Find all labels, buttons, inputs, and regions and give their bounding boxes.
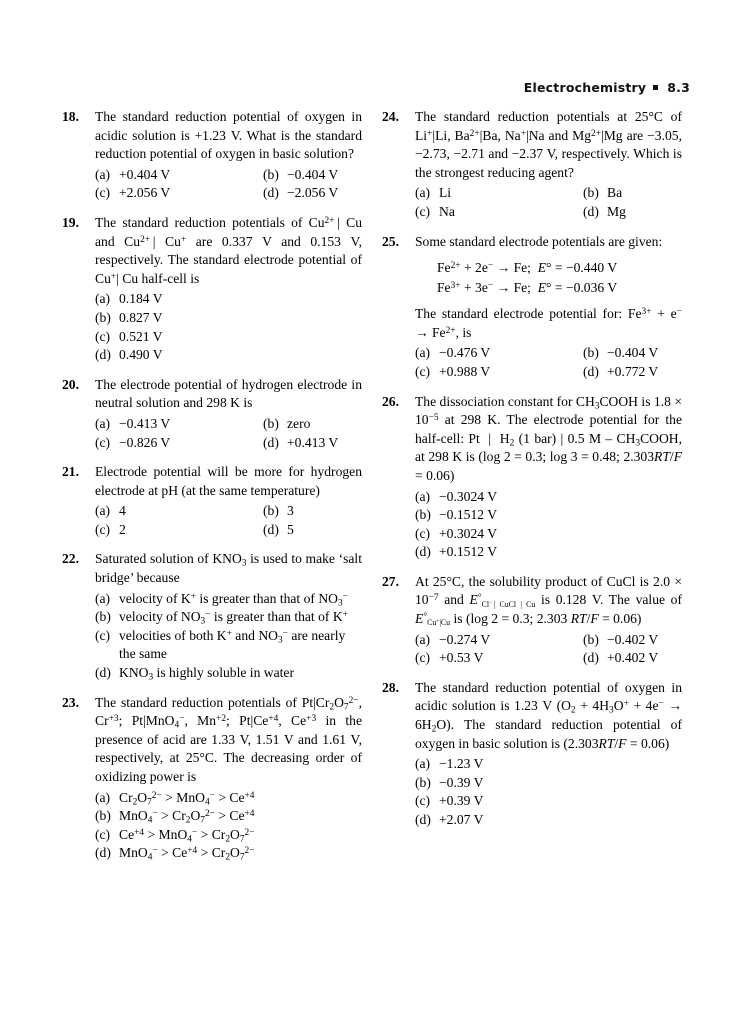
- option-d-q20[interactable]: [263, 434, 362, 453]
- option-label: (b): [583, 631, 599, 647]
- question-25: [382, 233, 682, 382]
- option-label: (a): [95, 415, 111, 431]
- option-text: −0.413 V: [119, 415, 171, 431]
- option-label: (c): [415, 793, 431, 809]
- equation-block: [415, 258, 682, 298]
- equation-line-1: $Fe^{2+} + 2e^- \to Fe$; E° = −0.440 V: [437, 260, 618, 276]
- option-text: Li: [439, 185, 452, 201]
- option-label: (a): [415, 756, 431, 772]
- question-27: [382, 573, 682, 668]
- option-label: (d): [95, 347, 111, 363]
- question-19: [62, 214, 362, 365]
- option-b-q27[interactable]: [583, 631, 682, 650]
- options-list: [95, 590, 362, 683]
- option-d-q26[interactable]: [415, 543, 682, 562]
- page-number: 8.3: [667, 80, 690, 95]
- option-d-q27[interactable]: [583, 649, 682, 668]
- option-label: (b): [263, 503, 279, 519]
- option-text: 2: [119, 521, 126, 537]
- option-text: Na: [439, 203, 455, 219]
- option-text: +2.07 V: [439, 812, 484, 827]
- options-list: [415, 755, 682, 829]
- question-number: 25.: [382, 233, 399, 249]
- option-label: (b): [263, 415, 279, 431]
- options-list: [95, 789, 362, 863]
- question-stem: The standard reduction potentials of $Cu^{2+}$ | Cu and $Cu^{2+}$ | Cu+ are 0.337 V and 0.153 V, respectively. The standard electrode potential of Cu+| Cu half-cell is: [95, 214, 362, 286]
- question-21: [62, 463, 362, 539]
- question-stem: The standard reduction potential of oxygen in acidic solution is +1.23 V. What is the standard reduction potential of oxygen in basic solution?: [95, 109, 362, 162]
- option-d-q25[interactable]: [583, 363, 682, 382]
- option-label: (d): [583, 650, 599, 666]
- option-label: (b): [583, 345, 599, 361]
- option-label: (b): [583, 185, 599, 201]
- option-label: (c): [95, 627, 111, 643]
- option-text: +0.413 V: [287, 434, 339, 450]
- question-22: [62, 550, 362, 682]
- option-text: −0.39 V: [439, 774, 484, 790]
- question-20: [62, 376, 362, 452]
- option-text: $KNO_3$ is highly soluble in water: [119, 665, 294, 683]
- option-text: Mg: [607, 203, 626, 219]
- option-d-q18[interactable]: [263, 184, 362, 203]
- option-b-q19[interactable]: [95, 309, 362, 328]
- option-b-q22[interactable]: [95, 608, 362, 627]
- option-text: +2.056 V: [119, 185, 171, 201]
- options-list: [95, 415, 362, 452]
- option-c-q27[interactable]: [415, 649, 583, 668]
- options-list: [95, 166, 362, 203]
- question-number: 26.: [382, 393, 399, 409]
- option-label: (d): [263, 434, 279, 450]
- option-a-q18[interactable]: [95, 166, 263, 185]
- option-b-q26[interactable]: [415, 506, 682, 525]
- option-c-q21[interactable]: [95, 521, 263, 540]
- option-b-q23[interactable]: [95, 807, 362, 826]
- option-label: (c): [415, 525, 431, 541]
- option-text: +0.988 V: [439, 363, 491, 379]
- option-text: +0.402 V: [607, 650, 659, 666]
- running-header: [524, 80, 690, 95]
- option-label: (d): [583, 203, 599, 219]
- question-number: 23.: [62, 694, 79, 710]
- option-label: (a): [95, 291, 111, 307]
- option-text: 3: [287, 503, 294, 519]
- question-stem: Saturated solution of $KNO_3$ is used to make ‘salt bridge’ because: [95, 551, 362, 586]
- option-a-q19[interactable]: [95, 290, 362, 309]
- option-label: (c): [95, 185, 111, 201]
- equation-line-2: $Fe^{3+} + 3e^- \to Fe$; E° = −0.036 V: [437, 280, 618, 296]
- question-stem: The electrode potential of hydrogen electrode in neutral solution and 298 K is: [95, 376, 362, 411]
- option-text: $MnO_4^- > Ce^{+4} > Cr_2O_7^{2-}$: [119, 845, 255, 863]
- option-label: (b): [95, 309, 111, 325]
- chapter-title: Electrochemistry: [523, 80, 647, 95]
- option-text: +0.53 V: [439, 650, 484, 666]
- question-stem: The standard reduction potentials at 25°C of Li+|Li, $Ba^{2+}|Ba$, Na+|Na and $Mg^{2+}|Mg$ are −3.05, −2.73, −2.71 and −2.37 V, respectively. Which is the strongest reducing agent?: [415, 109, 682, 180]
- option-text: +0.3024 V: [439, 525, 498, 541]
- option-a-q26[interactable]: [415, 488, 682, 507]
- option-label: (a): [95, 166, 111, 182]
- option-label: (b): [415, 507, 431, 523]
- option-text: velocity of K+ is greater than that of $NO_3^-$: [119, 590, 348, 608]
- option-text: −0.274 V: [439, 631, 491, 647]
- question-28: [382, 679, 682, 830]
- option-text: +0.1512 V: [439, 544, 498, 560]
- option-d-q23[interactable]: [95, 844, 362, 863]
- option-label: (c): [415, 203, 431, 219]
- options-list: [95, 502, 362, 539]
- option-c-q18[interactable]: [95, 184, 263, 203]
- option-c-q23[interactable]: [95, 826, 362, 845]
- option-text: 0.490 V: [119, 347, 163, 363]
- option-text: $Cr_2O_7^{2-} > MnO_4^- > Ce^{+4}$: [119, 789, 255, 807]
- option-a-q27[interactable]: [415, 631, 583, 650]
- option-c-q19[interactable]: [95, 328, 362, 347]
- question-number: 20.: [62, 376, 79, 392]
- option-b-q21[interactable]: [263, 502, 362, 521]
- option-text: −0.404 V: [287, 166, 339, 182]
- option-label: (d): [95, 845, 111, 861]
- option-c-q25[interactable]: [415, 363, 583, 382]
- option-text: $Ce^{+4} > MnO_4^- > Cr_2O_7^{2-}$: [119, 826, 255, 845]
- question-stem: Electrode potential will be more for hydrogen electrode at pH (at the same temperature): [95, 464, 362, 498]
- left-column: [62, 108, 362, 874]
- option-text: +0.404 V: [119, 166, 171, 182]
- option-label: (a): [415, 631, 431, 647]
- option-label: (b): [95, 808, 111, 824]
- question-number: 22.: [62, 551, 79, 567]
- option-text: velocity of $NO_3^-$ is greater than that of K+: [119, 609, 348, 627]
- option-text: 0.827 V: [119, 309, 163, 325]
- option-text: 0.521 V: [119, 328, 163, 344]
- option-a-q23[interactable]: [95, 789, 362, 808]
- question-number: 21.: [62, 464, 79, 480]
- option-label: (d): [415, 812, 431, 827]
- option-c-q26[interactable]: [415, 525, 682, 544]
- option-b-q18[interactable]: [263, 166, 362, 185]
- option-text: −0.404 V: [607, 345, 659, 361]
- option-c-q22[interactable]: [95, 627, 362, 664]
- question-stem: The standard reduction potentials of $Pt|Cr_2O_7^{2-}$, $Cr^{+3}$; Pt|MnO$_4$−, $Mn^{+2}$; $Pt|Ce^{+4}$, $Ce^{+3}$ in the presence of acid are 1.33 V, 1.51 V and 1.61 V, respectively, at 25°C. The decreasing order of oxidizing power is: [95, 694, 362, 784]
- question-number: 18.: [62, 109, 79, 124]
- option-label: (d): [95, 665, 111, 681]
- option-label: (d): [415, 544, 431, 560]
- option-text: +0.39 V: [439, 793, 484, 809]
- option-label: (a): [415, 488, 431, 504]
- option-label: (c): [415, 650, 431, 666]
- option-label: (b): [95, 609, 111, 625]
- option-text: −0.1512 V: [439, 507, 498, 523]
- option-c-q28[interactable]: [415, 792, 682, 811]
- option-label: (a): [95, 789, 111, 805]
- option-d-q19[interactable]: [95, 346, 362, 365]
- option-text: +0.772 V: [607, 363, 659, 379]
- option-d-q22[interactable]: [95, 664, 362, 683]
- option-b-q24[interactable]: [583, 184, 682, 203]
- option-b-q25[interactable]: [583, 344, 682, 363]
- options-list: [415, 184, 682, 221]
- options-list: [415, 344, 682, 381]
- option-d-q21[interactable]: [263, 521, 362, 540]
- option-d-q24[interactable]: [583, 203, 682, 222]
- option-text: 0.184 V: [119, 291, 163, 307]
- option-label: (d): [263, 521, 279, 537]
- question-stem: The standard reduction potential of oxygen in acidic solution is 1.23 V $(O_2 + 4H_3O^+ + 4e^- \to 6H_2O)$. The standard reduction potential of oxygen in basic solution is (2.303RT/F = 0.06): [415, 679, 682, 751]
- option-label: (a): [415, 345, 431, 361]
- option-a-q21[interactable]: [95, 502, 263, 521]
- option-text: −0.826 V: [119, 434, 171, 450]
- option-label: (c): [95, 328, 111, 344]
- option-label: (b): [415, 774, 431, 790]
- option-b-q20[interactable]: [263, 415, 362, 434]
- right-column: [382, 108, 682, 841]
- option-text: 4: [119, 503, 126, 519]
- option-text: −0.476 V: [439, 345, 491, 361]
- options-list: [415, 488, 682, 562]
- question-26: [382, 393, 682, 562]
- question-24: [382, 108, 682, 222]
- question-18: [62, 108, 362, 203]
- options-list: [415, 631, 682, 668]
- option-text: $MnO_4^- > Cr_2O_7^{2-} > Ce^{+4}$: [119, 808, 255, 826]
- option-label: (d): [583, 363, 599, 379]
- option-text: velocities of both K+ and $NO_3^-$ are nearly the same: [119, 627, 346, 662]
- question-stem: The dissociation constant for $CH_3COOH$ is $1.8 \times 10^{-5}$ at 298 K. The electrode potential for the half-cell: Pt | $H_2$ (1 bar) | 0.5 M – $CH_3COOH$, at 298 K is (log 2 = 0.3; log 3 = 0.48; 2.303RT/F = 0.06): [415, 393, 682, 483]
- question-number: 19.: [62, 214, 79, 230]
- option-label: (c): [95, 434, 111, 450]
- option-d-q28[interactable]: [415, 811, 682, 830]
- question-23: [62, 694, 362, 863]
- option-label: (a): [415, 185, 431, 201]
- option-text: 5: [287, 521, 294, 537]
- options-list: [95, 290, 362, 364]
- option-text: −2.056 V: [287, 185, 339, 201]
- option-c-q20[interactable]: [95, 434, 263, 453]
- option-text: −1.23 V: [439, 756, 484, 772]
- option-label: (a): [95, 590, 111, 606]
- option-a-q25[interactable]: [415, 344, 583, 363]
- option-a-q24[interactable]: [415, 184, 583, 203]
- question-number: 27.: [382, 573, 399, 589]
- option-text: −0.3024 V: [439, 488, 498, 504]
- option-text: zero: [287, 415, 311, 431]
- option-label: (a): [95, 503, 111, 519]
- option-label: (c): [95, 826, 111, 842]
- square-bullet-icon: [653, 85, 658, 90]
- question-number: 24.: [382, 109, 399, 124]
- question-number: 28.: [382, 679, 399, 695]
- question-stem: Some standard electrode potentials are given:: [415, 233, 663, 249]
- question-stem: At 25°C, the solubility product of CuCl is $2.0 \times 10^{-7}$ and E°Cl− | CuCl | Cu is 0.128 V. The value of E°Cu+|Cu is (log 2 = 0.3; 2.303 RT/F = 0.06): [415, 573, 682, 628]
- option-text: Ba: [607, 185, 623, 201]
- option-label: (b): [263, 166, 279, 182]
- question-stem-continued: The standard electrode potential for: $Fe^{3+} + e^- \to Fe^{2+}$, is: [415, 306, 682, 340]
- option-a-q20[interactable]: [95, 415, 263, 434]
- option-label: (c): [95, 521, 111, 537]
- option-c-q24[interactable]: [415, 203, 583, 222]
- option-a-q28[interactable]: [415, 755, 682, 774]
- option-a-q22[interactable]: [95, 590, 362, 609]
- option-label: (d): [263, 185, 279, 201]
- option-label: (c): [415, 363, 431, 379]
- option-b-q28[interactable]: [415, 774, 682, 793]
- option-text: −0.402 V: [607, 631, 659, 647]
